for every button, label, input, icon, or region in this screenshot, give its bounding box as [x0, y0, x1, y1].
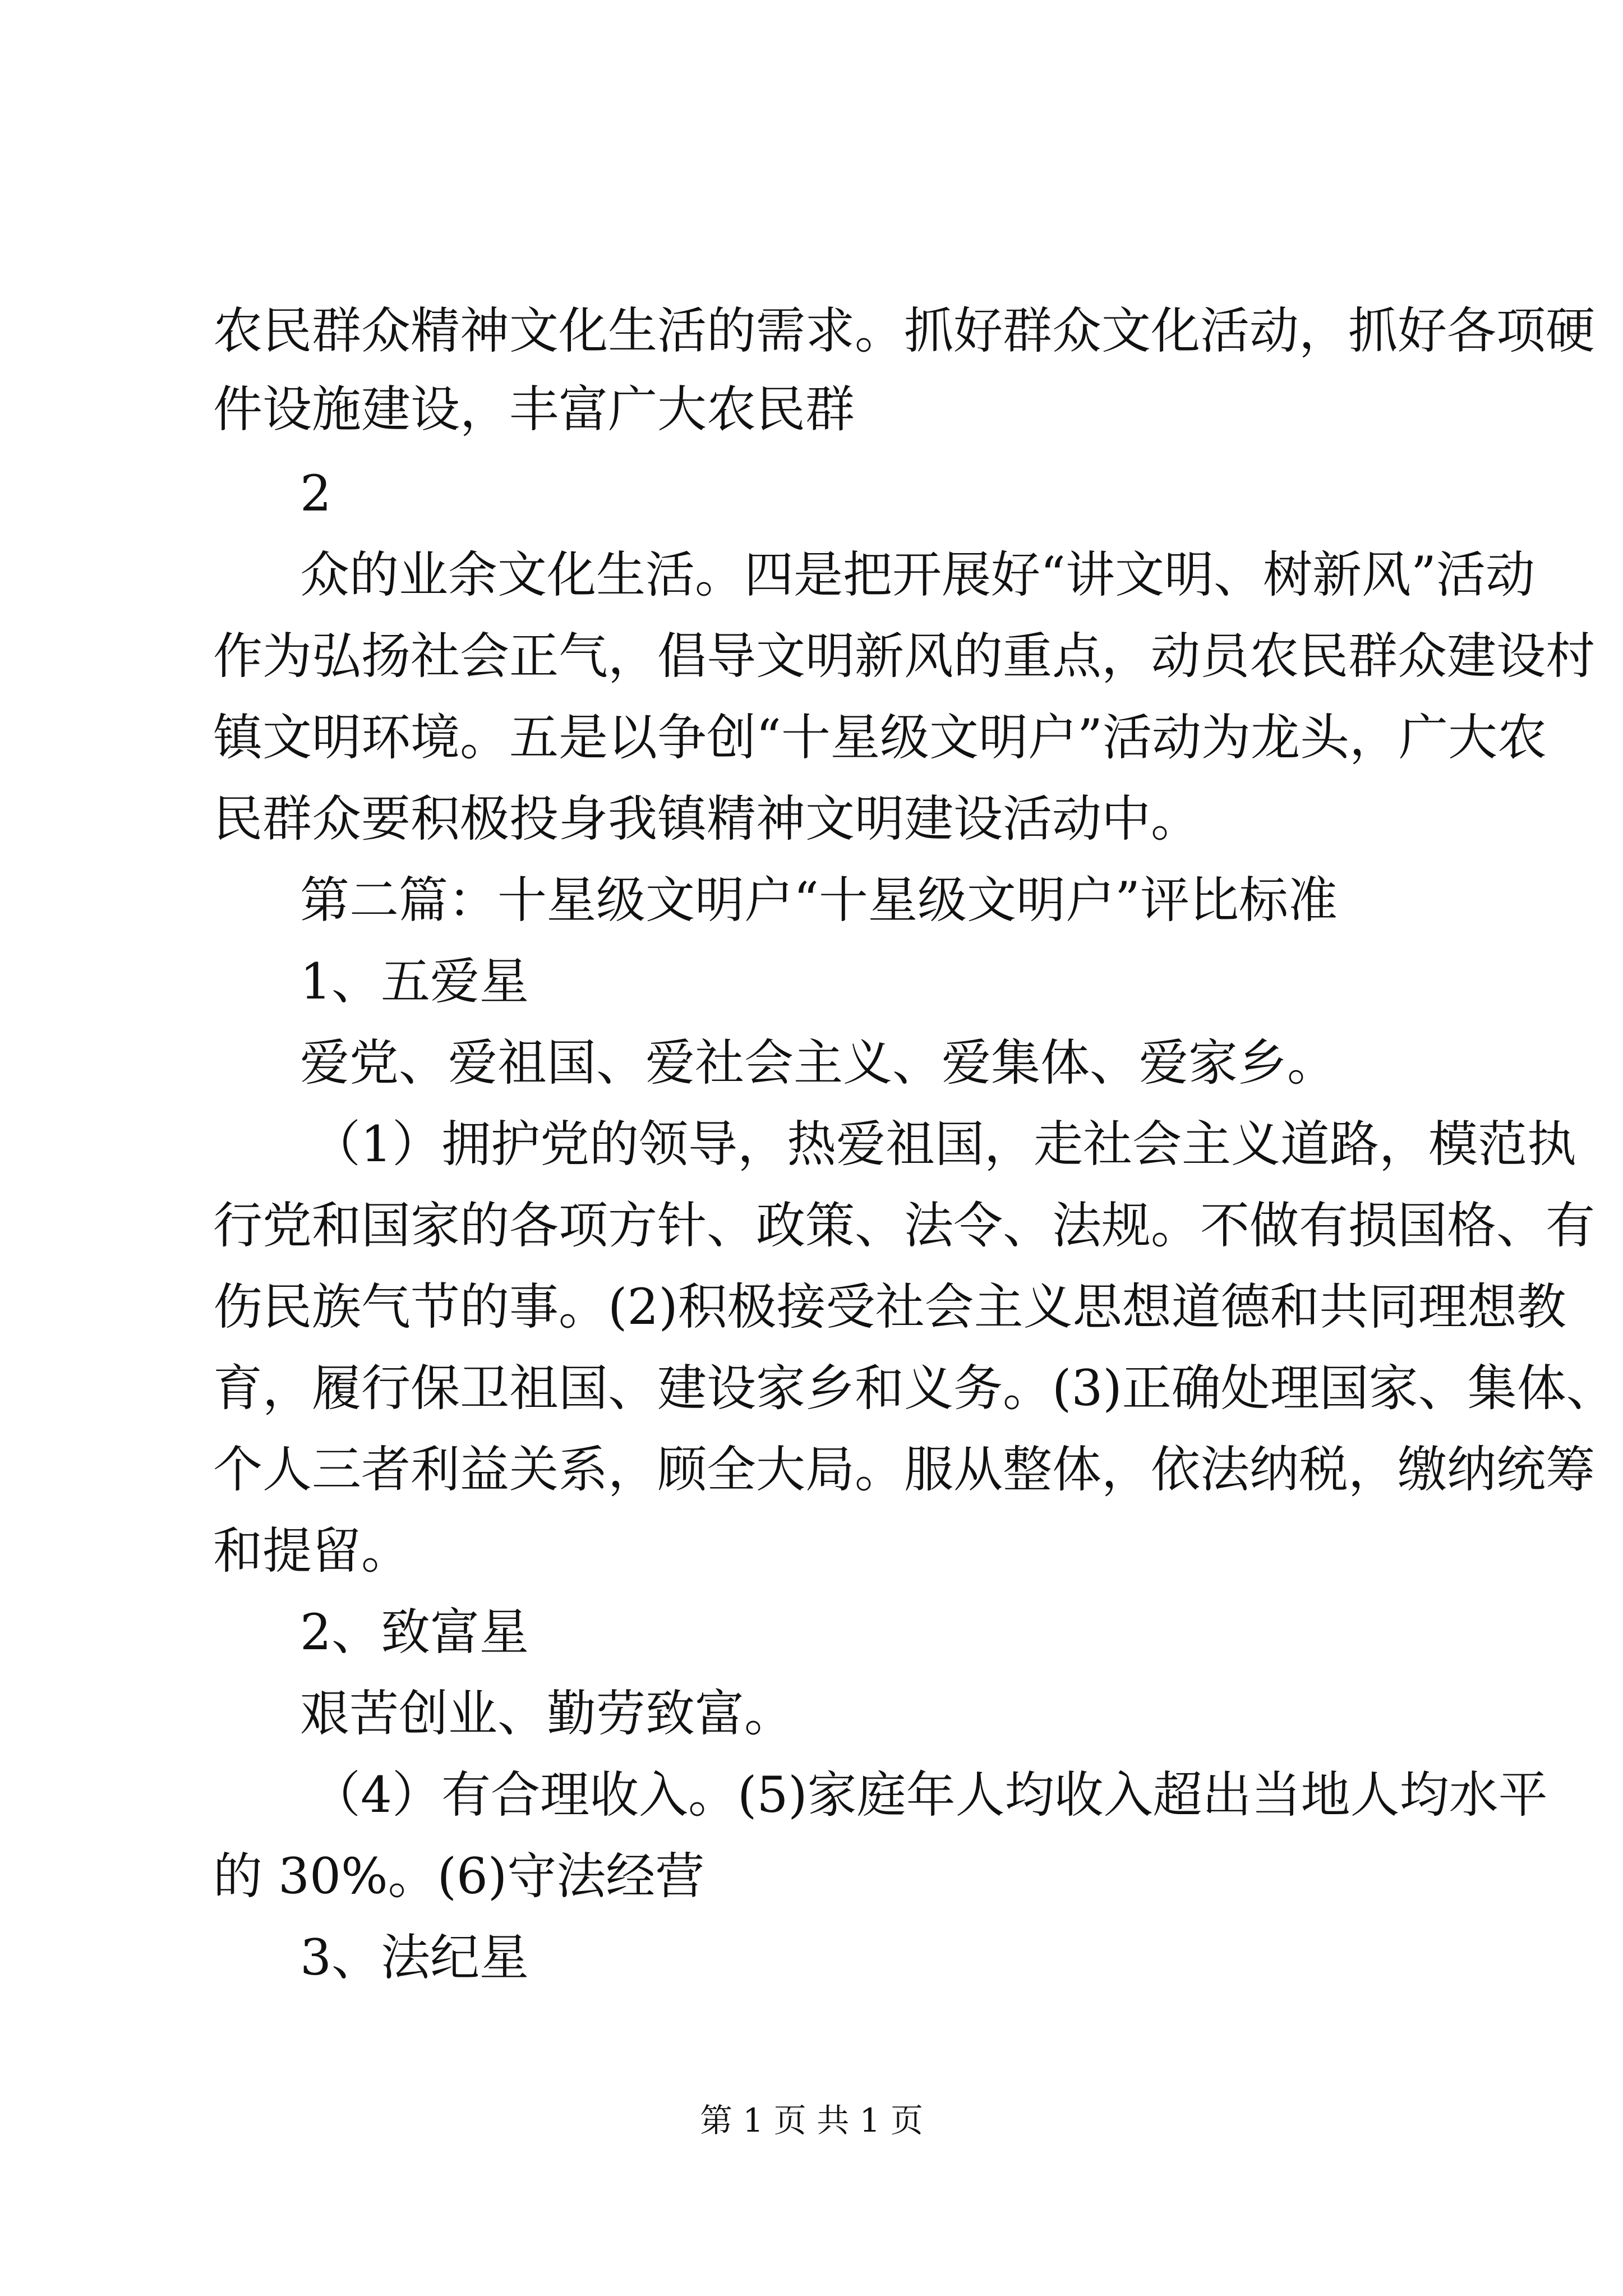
body-line: 伤民族气节的事。(2)积极接受社会主义思想道德和共同理想教: [213, 1278, 1566, 1336]
body-line: 的 30%。(6)守法经营: [213, 1847, 705, 1905]
subsection-heading: 3、法纪星: [300, 1929, 529, 1986]
body-line: （4）有合理收入。(5)家庭年人均收入超出当地人均水平: [311, 1766, 1548, 1824]
body-line: 镇文明环境。五是以争创“十星级文明户”活动为龙头，广大农: [213, 708, 1547, 766]
body-line: 件设施建设，丰富广大农民群: [213, 380, 855, 438]
body-line: 和提留。: [213, 1522, 411, 1580]
subsection-heading: 1、五爱星: [300, 953, 529, 1010]
body-line: 作为弘扬社会正气，倡导文明新风的重点，动员农民群众建设村: [213, 627, 1596, 685]
page-footer: 第 1 页 共 1 页: [700, 2101, 923, 2139]
body-line: 民群众要积极投身我镇精神文明建设活动中。: [213, 790, 1201, 848]
section-heading: 第二篇：十星级文明户“十星级文明户”评比标准: [300, 871, 1338, 929]
body-line: 育，履行保卫祖国、建设家乡和义务。(3)正确处理国家、集体、: [213, 1359, 1616, 1417]
body-line: 艰苦创业、勤劳致富。: [300, 1685, 794, 1742]
page-number-marker: 2: [300, 464, 331, 522]
body-line: 农民群众精神文化生活的需求。抓好群众文化活动，抓好各项硬: [213, 302, 1596, 360]
body-line: 爱党、爱祖国、爱社会主义、爱集体、爱家乡。: [300, 1034, 1337, 1092]
subsection-heading: 2、致富星: [300, 1603, 529, 1661]
body-line: 行党和国家的各项方针、政策、法令、法规。不做有损国格、有: [213, 1197, 1596, 1254]
body-line: （1）拥护党的领导，热爱祖国，走社会主义道路，模范执: [311, 1115, 1576, 1173]
body-line: 个人三者利益关系，顾全大局。服从整体，依法纳税，缴纳统筹: [213, 1441, 1596, 1498]
body-line: 众的业余文化生活。四是把开展好“讲文明、树新风”活动: [300, 546, 1535, 604]
